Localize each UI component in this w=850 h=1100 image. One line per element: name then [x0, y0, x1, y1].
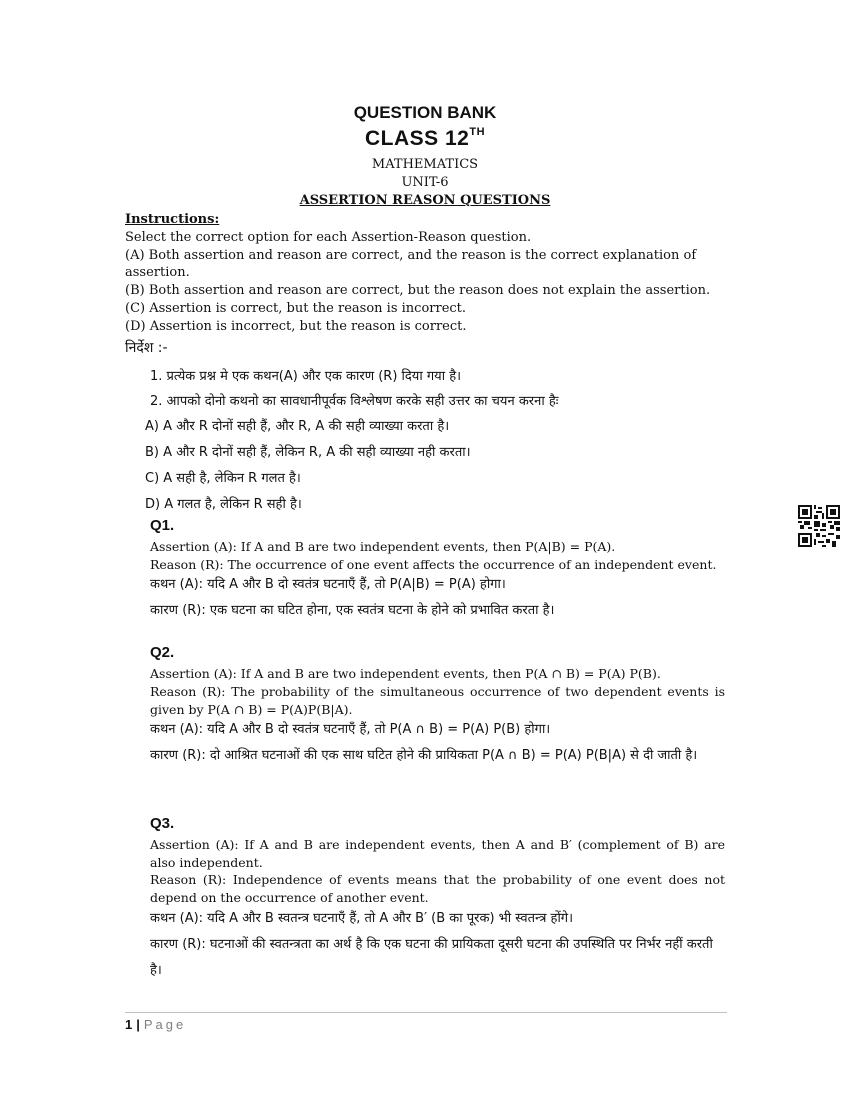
instruction-line: (A) Both assertion and reason are correct, and the reason is the correct explanation of — [125, 248, 697, 263]
question-title: Q1. — [150, 517, 175, 534]
subject-heading: MATHEMATICS — [371, 157, 479, 172]
question-assertion: Assertion (A): If A and B are two independent events, then P(A ∩ B) = P(A) P(B). — [150, 666, 661, 681]
question-hindi-assertion: कथन (A): यदि A और B दो स्वतंत्र घटनाएँ हैं, तो P(A ∩ B) = P(A) P(B) होगा। — [150, 722, 551, 737]
question-reason: Reason (R): The probability of the simultaneous occurrence of two dependent events is given by P(A ∩ B) = P(A)P(B|A). — [150, 684, 725, 717]
hindi-option: D) A गलत है, लेकिन R सही है। — [145, 497, 302, 512]
question-hindi-reason: कारण (R): घटनाओं की स्वतन्त्रता का अर्थ है कि एक घटना की प्रायिकता दूसरी घटना की उपस्थिति पर निर्भर नहीं करती है। — [150, 937, 713, 978]
question-title: Q3. — [150, 815, 175, 832]
section-heading: ASSERTION REASON QUESTIONS — [299, 193, 551, 208]
instruction-line: assertion. — [125, 265, 190, 280]
document-title: QUESTION BANK — [353, 103, 497, 122]
question-hindi-assertion: कथन (A): यदि A और B स्वतन्त्र घटनाएँ हैं, तो A और B′ (B का पूरक) भी स्वतन्त्र होंगे। — [150, 911, 574, 926]
class-heading — [0, 127, 850, 151]
hindi-option: A) A और R दोनों सही हैं, और R, A की सही व्याख्या करता है। — [145, 419, 450, 434]
instruction-line: (D) Assertion is incorrect, but the reason is correct. — [125, 319, 467, 334]
question-reason: Reason (R): The occurrence of one event affects the occurrence of an independent event. — [150, 557, 717, 572]
hindi-point: 2. आपको दोनो कथनो का सावधानीपूर्वक विश्लेषण करके सही उत्तर का चयन करना हैः — [150, 394, 559, 409]
footer-separator: | — [136, 1017, 140, 1032]
instruction-line: (B) Both assertion and reason are correct, but the reason does not explain the assertion. — [125, 283, 711, 298]
instructions-title: Instructions: — [125, 212, 220, 227]
qr-code-icon — [798, 505, 840, 547]
hindi-instructions-title: निर्देश :- — [125, 340, 168, 356]
hindi-point: 1. प्रत्येक प्रश्न मे एक कथन(A) और एक कारण (R) दिया गया है। — [150, 369, 462, 384]
page-label: Page — [143, 1017, 187, 1032]
question-reason: Reason (R): Independence of events means that the probability of one event does not depend on the occurrence of another event. — [150, 872, 725, 905]
instruction-line: (C) Assertion is correct, but the reason is incorrect. — [125, 301, 467, 316]
hindi-option: B) A और R दोनों सही हैं, लेकिन R, A की सही व्याख्या नही करता। — [145, 445, 471, 460]
instruction-line: Select the correct option for each Assertion-Reason question. — [125, 230, 532, 245]
question-assertion: Assertion (A): If A and B are independent events, then A and B′ (complement of B) are also independent. — [150, 837, 725, 870]
page-footer — [125, 1017, 186, 1032]
question-hindi-reason: कारण (R): एक घटना का घटित होना, एक स्वतंत्र घटना के होने को प्रभावित करता है। — [150, 603, 555, 618]
question-assertion: Assertion (A): If A and B are two independent events, then P(A|B) = P(A). — [150, 539, 616, 554]
question-hindi-assertion: कथन (A): यदि A और B दो स्वतंत्र घटनाएँ हैं, तो P(A|B) = P(A) होगा। — [150, 577, 506, 592]
question-title: Q2. — [150, 644, 175, 661]
page-number: 1 — [125, 1017, 133, 1032]
question-hindi-reason: कारण (R): दो आश्रित घटनाओं की एक साथ घटित होने की प्रायिकता P(A ∩ B) = P(A) P(B|A) से दी जाती है। — [150, 748, 698, 763]
class-superscript: TH — [469, 126, 486, 138]
footer-divider — [125, 1012, 727, 1013]
hindi-option: C) A सही है, लेकिन R गलत है। — [145, 471, 301, 486]
class-label: CLASS 12 — [364, 127, 470, 150]
unit-heading: UNIT-6 — [401, 175, 449, 190]
